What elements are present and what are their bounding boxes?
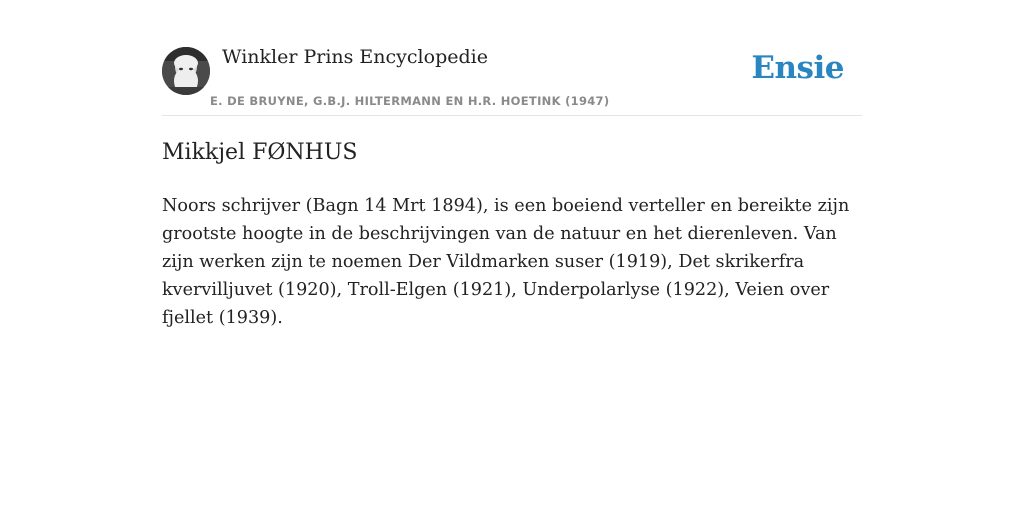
source-header bbox=[162, 42, 862, 116]
article-title: Mikkjel FØNHUS bbox=[162, 140, 358, 165]
source-authors: E. DE BRUYNE, G.B.J. HILTERMANN EN H.R. HOETINK (1947) bbox=[210, 94, 610, 108]
author-avatar[interactable] bbox=[162, 47, 210, 95]
ensie-logo-link[interactable]: Ensie bbox=[751, 50, 844, 86]
article-body: Noors schrijver (Bagn 14 Mrt 1894), is een boeiend verteller en bereikte zijn grootste hoogte in de beschrijvingen van de natuur en het dierenleven. Van zijn werken zijn te noemen Der Vildmarken suser (1919), Det skrikerfra kvervilljuvet (1920), Troll-Elgen (1921), Underpolarlyse (1922), Veien over fjellet (1939). bbox=[162, 196, 850, 328]
source-title[interactable]: Winkler Prins Encyclopedie bbox=[222, 46, 488, 68]
